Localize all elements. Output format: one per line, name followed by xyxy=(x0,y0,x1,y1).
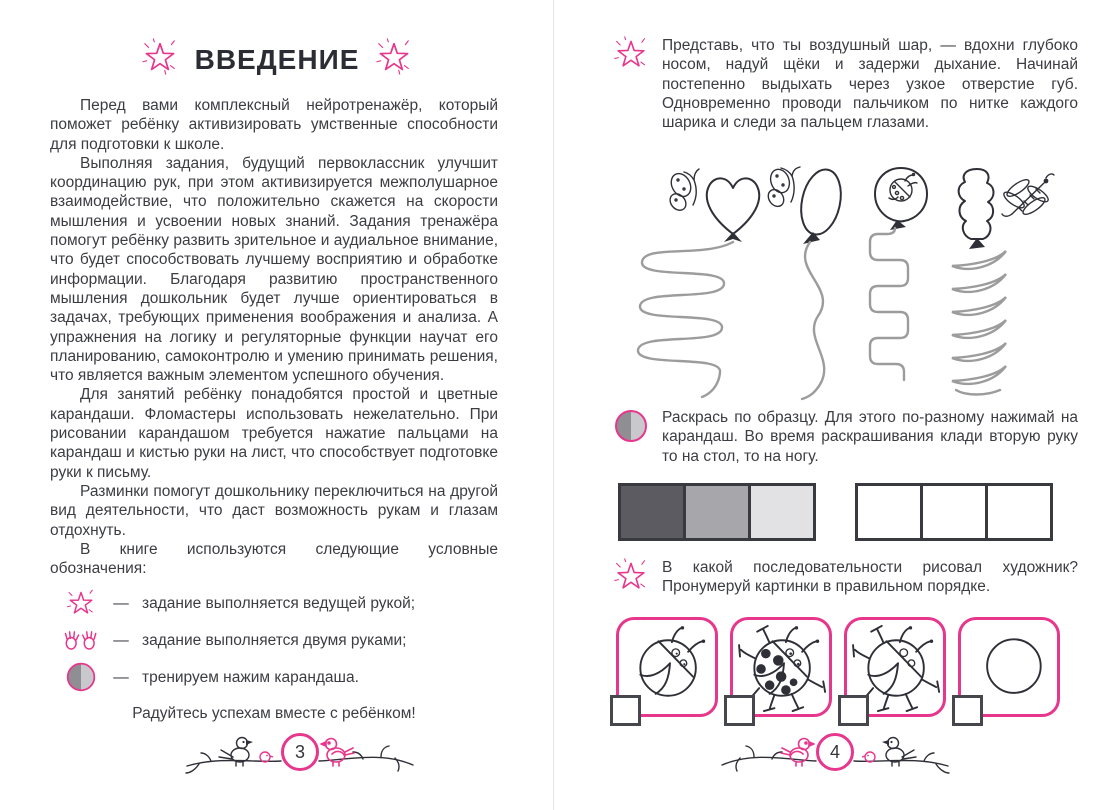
sample-cell-dark xyxy=(621,486,683,538)
task-coloring xyxy=(612,408,1078,466)
page-right xyxy=(554,0,1108,810)
dark-bird xyxy=(882,738,916,767)
dark-bird xyxy=(219,738,253,767)
task-text: В какой последовательности рисовал художник? Пронумеруй картинки в правильном порядке. xyxy=(662,559,1078,596)
oval-balloon xyxy=(796,166,847,244)
intro-paragraph: Перед вами комплексный нейротренажёр, который поможет ребёнку активизировать умственные способности для подготовки к школе. xyxy=(50,97,498,153)
legend xyxy=(50,586,498,694)
legend-item-leading-hand xyxy=(62,586,498,620)
task-breathing xyxy=(612,36,1078,132)
legend-dash: — xyxy=(113,668,129,686)
pencil-pressure-icon xyxy=(62,661,100,693)
legend-dash: — xyxy=(113,631,129,649)
closing-line: Радуйтесь успехам вместе с ребёнком! xyxy=(132,705,416,723)
pink-bird xyxy=(321,739,354,767)
legend-dash: — xyxy=(113,594,129,612)
sequence-frame-4 xyxy=(958,617,1060,717)
footer-right xyxy=(720,730,950,788)
sparkle-star-icon xyxy=(612,558,650,597)
legend-item-pencil-pressure xyxy=(62,660,498,694)
blank-cell xyxy=(985,486,1050,538)
sparkle-star-icon xyxy=(612,36,650,132)
legend-label: задание выполняется двумя руками; xyxy=(142,631,407,649)
intro-paragraph: В книге используются следующие условные обозначения: xyxy=(50,540,498,578)
answer-box[interactable] xyxy=(838,695,869,726)
intro-text xyxy=(50,96,498,724)
task-sequence xyxy=(612,558,1078,597)
twisted-balloon xyxy=(959,169,994,249)
square-wave-string xyxy=(870,228,908,380)
sparkle-star-icon xyxy=(62,588,100,618)
sample-cell-medium xyxy=(683,486,748,538)
butterfly-icon xyxy=(667,169,699,213)
task-text: Раскрась по образцу. Для этого по-разному нажимай на карандаш. Во время раскрашивания клади вторую руку то на стол, то на ногу. xyxy=(662,409,1078,465)
legend-label: тренируем нажим карандаша. xyxy=(142,668,359,686)
crescent-string xyxy=(952,251,1006,395)
sequence-frame-2 xyxy=(730,617,832,717)
sparkle-star-icon xyxy=(141,38,179,81)
pencil-pressure-icon xyxy=(612,408,650,466)
heart-balloon xyxy=(707,178,759,242)
legend-label: задание выполняется ведущей рукой; xyxy=(142,594,416,612)
coloring-sample-strip xyxy=(618,483,816,541)
butterfly-icon xyxy=(765,167,800,210)
page-title: ВВЕДЕНИЕ xyxy=(194,43,360,75)
intro-paragraph: Для занятий ребёнку понадобятся простой и цветные карандаши. Фломастеры использовать нежелательно. При рисовании карандашом требуется нажатие пальцами на карандаш и кистью руки на лист, что способствует подготовке руки к письму. xyxy=(50,386,498,481)
intro-paragraph: Выполняя задания, будущий первоклассник улучшит координацию рук, при этом активизируется межполушарное взаимодействие, что положительно скажется на скорости мышления и усвоении новых знаний. Задания тренажёра помогут ребёнку развить зрительное и аудиальное внимание, что будет способствовать лучшему восприятию и обработке информации. Благодаря развитию пространственного мышления дошкольник будет лучше ориентироваться в задачах, требующих применения воображения и анализа. А упражнения на логику и регуляторные функции научат его планированию, самоконтролю и умению принимать решения, что является важным элементом успешного обучения. xyxy=(50,154,498,385)
sequence-frame-3 xyxy=(844,617,946,717)
zigzag-string xyxy=(638,242,733,397)
sample-cell-light xyxy=(748,486,813,538)
blank-cell xyxy=(920,486,985,538)
blank-cell xyxy=(858,486,920,538)
answer-box[interactable] xyxy=(952,695,983,726)
sequence-frames-row xyxy=(616,617,1060,717)
answer-box[interactable] xyxy=(724,695,755,726)
page-number: 4 xyxy=(816,733,854,771)
two-hands-icon xyxy=(62,628,100,652)
answer-box[interactable] xyxy=(610,695,641,726)
dragonfly-icon xyxy=(1002,174,1054,217)
round-balloon-with-ladybug xyxy=(875,168,927,230)
chick xyxy=(260,752,273,762)
wave-string xyxy=(802,242,824,399)
title-row xyxy=(0,38,554,81)
pink-bird xyxy=(781,739,814,767)
sparkle-star-icon xyxy=(375,38,413,81)
footer-left xyxy=(185,730,415,788)
chick xyxy=(862,752,875,762)
task-text: Представь, что ты воздушный шар, — вдохни глубоко носом, надуй щёки и задержи дыхание. Начинай постепенно выдыхать через узкое отверстие губ. Одновременно проводи пальчиком по нитке каждого шарика и следи за пальцем глазами. xyxy=(662,37,1078,132)
legend-item-two-hands xyxy=(62,623,498,657)
intro-paragraph: Разминки помогут дошкольнику переключиться на другой вид деятельности, что даст возможность рукам и глазам отдохнуть. xyxy=(50,482,498,539)
sequence-frame-1 xyxy=(616,617,718,717)
page-number: 3 xyxy=(281,733,319,771)
balloons-illustration xyxy=(614,166,1066,408)
coloring-blank-strip xyxy=(855,483,1053,541)
